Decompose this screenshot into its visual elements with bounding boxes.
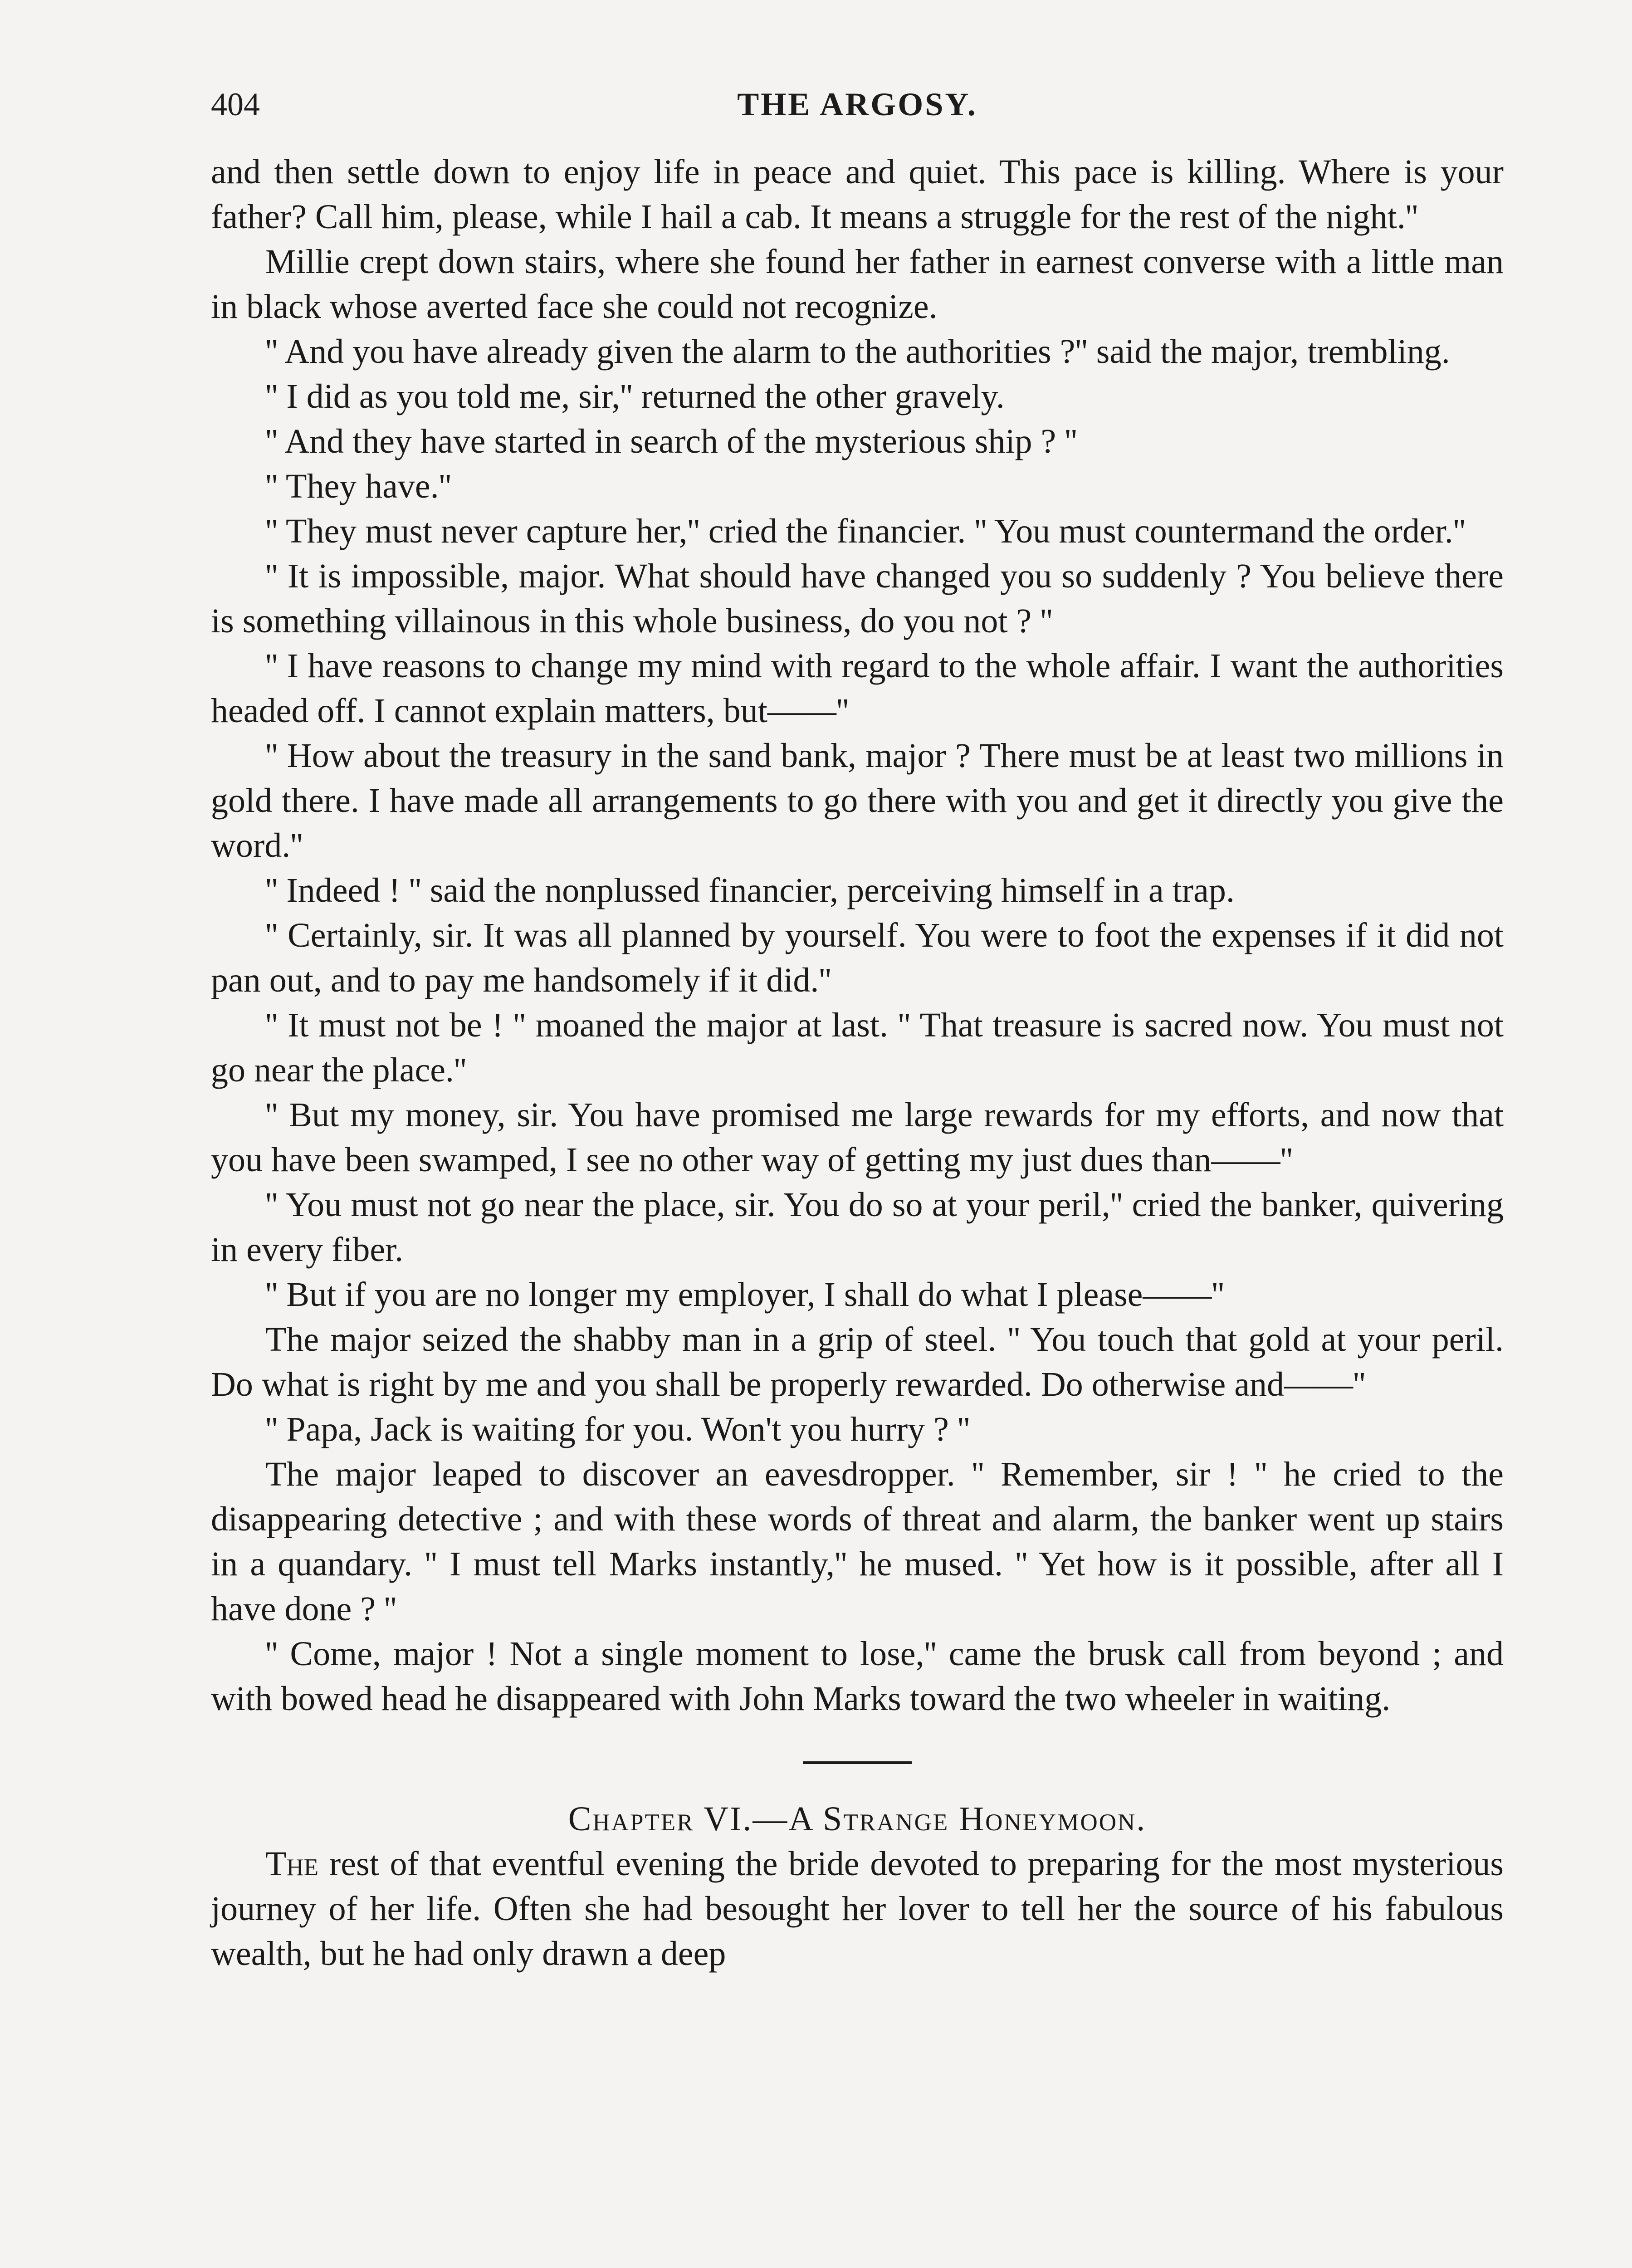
chapter-opening-text: rest of that eventful evening the bride devoted to preparing for the most mysterious journey of her life. Often she had besought her lover to tell her the source of his fabulous wealth, but he had only drawn a deep: [211, 1845, 1504, 1973]
chapter-opening-word: The: [265, 1845, 319, 1883]
page-header: [211, 79, 1504, 129]
paragraph: '' They have.'': [265, 467, 452, 505]
chapter-opening-paragraph: [211, 1842, 1504, 1976]
paragraph: and then settle down to enjoy life in peace and quiet. This pace is killing. Where is your father? Call him, please, while I hail a cab. It means a struggle for the rest of the night.'': [211, 153, 1504, 236]
running-title: THE ARGOSY.: [737, 86, 977, 122]
paragraph: '' They must never capture her,'' cried the financier. '' You must countermand the order.'': [265, 512, 1466, 550]
paragraph: '' I have reasons to change my mind with regard to the whole affair. I want the authorities headed off. I cannot explain matters, but——'': [211, 647, 1504, 730]
paragraph: '' Papa, Jack is waiting for you. Won't you hurry ? '': [265, 1410, 970, 1448]
paragraph: The major leaped to discover an eavesdropper. '' Remember, sir ! '' he cried to the disappearing detective ; and with these words of threat and alarm, the banker went up stairs in a quandary. '' I must tell Marks instantly,'' he mused. '' Yet how is it possible, after all I have done ? '': [211, 1455, 1504, 1628]
paragraph: '' How about the treasury in the sand bank, major ? There must be at least two millions in gold there. I have made all arrangements to go there with you and get it directly you give the word.'': [211, 737, 1504, 865]
page-number: 404: [211, 86, 260, 122]
paragraph: '' Indeed ! '' said the nonplussed financier, perceiving himself in a trap.: [265, 871, 1235, 909]
paragraph: '' Certainly, sir. It was all planned by yourself. You were to foot the expenses if it did not pan out, and to pay me handsomely if it did.'': [211, 916, 1504, 999]
section-divider: [803, 1761, 912, 1764]
paragraph: '' But if you are no longer my employer, I shall do what I please——'': [265, 1276, 1224, 1314]
paragraph: '' Come, major ! Not a single moment to lose,'' came the brusk call from beyond ; and with bowed head he disappeared with John Marks toward the two wheeler in waiting.: [211, 1635, 1504, 1718]
paragraph: '' And they have started in search of the mysterious ship ? '': [265, 422, 1077, 460]
paragraph: '' You must not go near the place, sir. You do so at your peril,'' cried the banker, quivering in every fiber.: [211, 1186, 1504, 1269]
paragraph: '' It must not be ! '' moaned the major at last. '' That treasure is sacred now. You must not go near the place.'': [211, 1006, 1504, 1089]
paragraph: '' It is impossible, major. What should have changed you so suddenly ? You believe there is something villainous in this whole business, do you not ? '': [211, 557, 1504, 640]
paragraph: '' And you have already given the alarm to the authorities ?'' said the major, trembling.: [265, 332, 1450, 371]
paragraph: '' But my money, sir. You have promised me large rewards for my efforts, and now that you have been swamped, I see no other way of getting my just dues than——'': [211, 1096, 1504, 1179]
body-text: [211, 150, 1504, 1976]
paragraph: The major seized the shabby man in a grip of steel. '' You touch that gold at your peril. Do what is right by me and you shall be properly rewarded. Do otherwise and——'': [211, 1320, 1504, 1403]
paragraph: '' I did as you told me, sir,'' returned the other gravely.: [265, 377, 1005, 415]
chapter-heading: Chapter VI.—A Strange Honeymoon.: [568, 1800, 1147, 1838]
paragraph: Millie crept down stairs, where she found her father in earnest converse with a little man in black whose averted face she could not recognize.: [211, 243, 1504, 326]
